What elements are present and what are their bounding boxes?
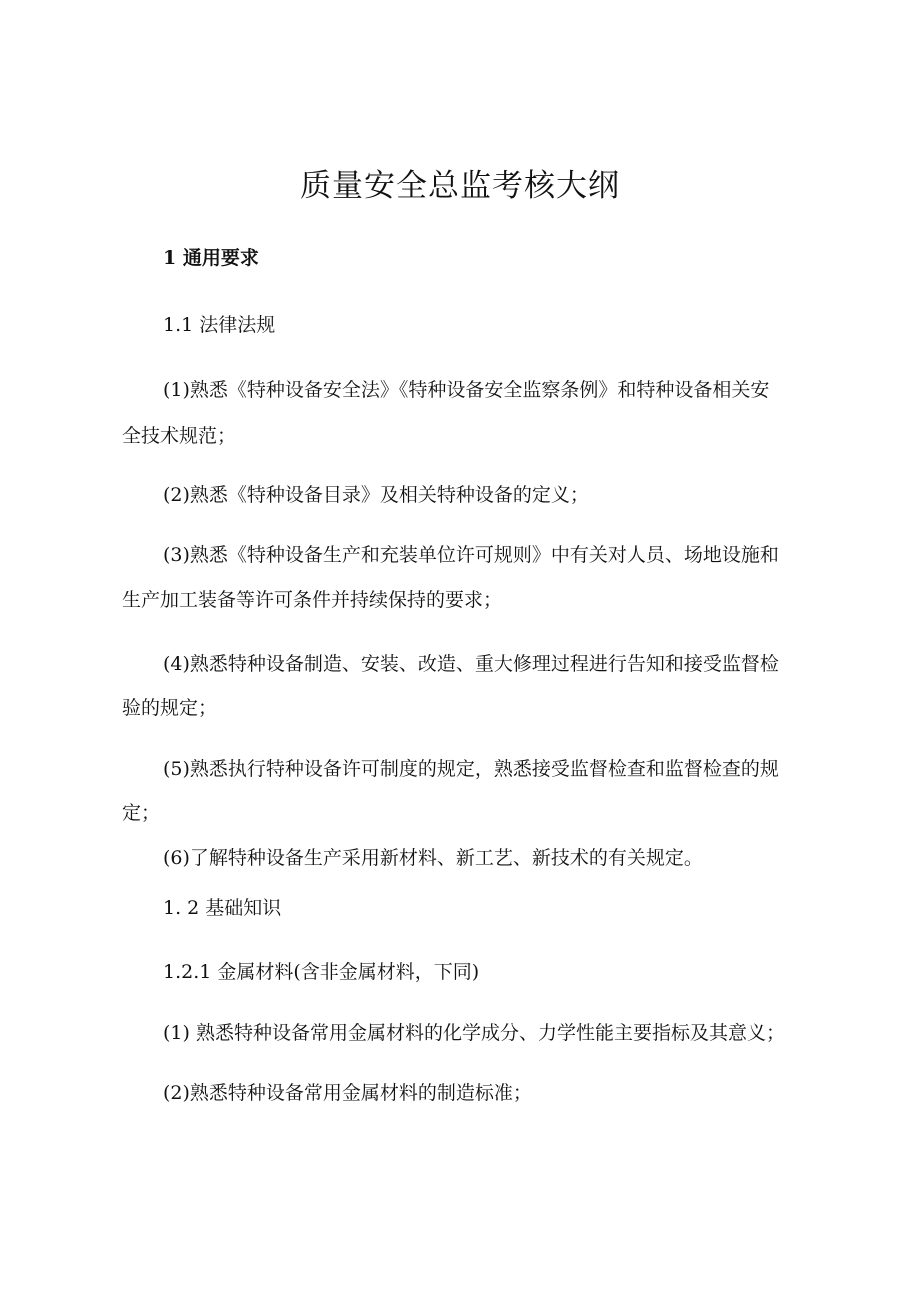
item-2: (2)熟悉《特种设备目录》及相关特种设备的定义；: [163, 484, 589, 506]
item-4-line-1: (4)熟悉特种设备制造、安装、改造、重大修理过程进行告知和接受监督检: [163, 653, 779, 675]
item-5-line-1: (5)熟悉执行特种设备许可制度的规定，熟悉接受监督检查和监督检查的规: [163, 758, 779, 780]
item-3-line-1: (3)熟悉《特种设备生产和充装单位许可规则》中有关对人员、场地设施和: [163, 544, 779, 566]
section-heading-1: 1 通用要求: [163, 247, 259, 269]
section-heading-1-1: 1.1 法律法规: [163, 314, 276, 336]
section-heading-1-2-1: 1.2.1 金属材料(含非金属材料，下同): [163, 961, 480, 983]
item-b1: (1) 熟悉特种设备常用金属材料的化学成分、力学性能主要指标及其意义；: [163, 1022, 785, 1044]
document-title: 质量安全总监考核大纲: [300, 168, 620, 204]
item-1-line-1: (1)熟悉《特种设备安全法》《特种设备安全监察条例》和特种设备相关安: [163, 379, 770, 401]
item-6: (6)了解特种设备生产采用新材料、新工艺、新技术的有关规定。: [163, 847, 703, 869]
item-1-line-2: 全技术规范；: [122, 425, 237, 447]
item-3-line-2: 生产加工装备等许可条件并持续保持的要求；: [122, 589, 503, 611]
section-heading-1-2: 1. 2 基础知识: [163, 897, 282, 919]
item-b2: (2)熟悉特种设备常用金属材料的制造标准；: [163, 1082, 532, 1104]
item-4-line-2: 验的规定；: [122, 697, 218, 719]
item-5-line-2: 定；: [122, 802, 161, 824]
